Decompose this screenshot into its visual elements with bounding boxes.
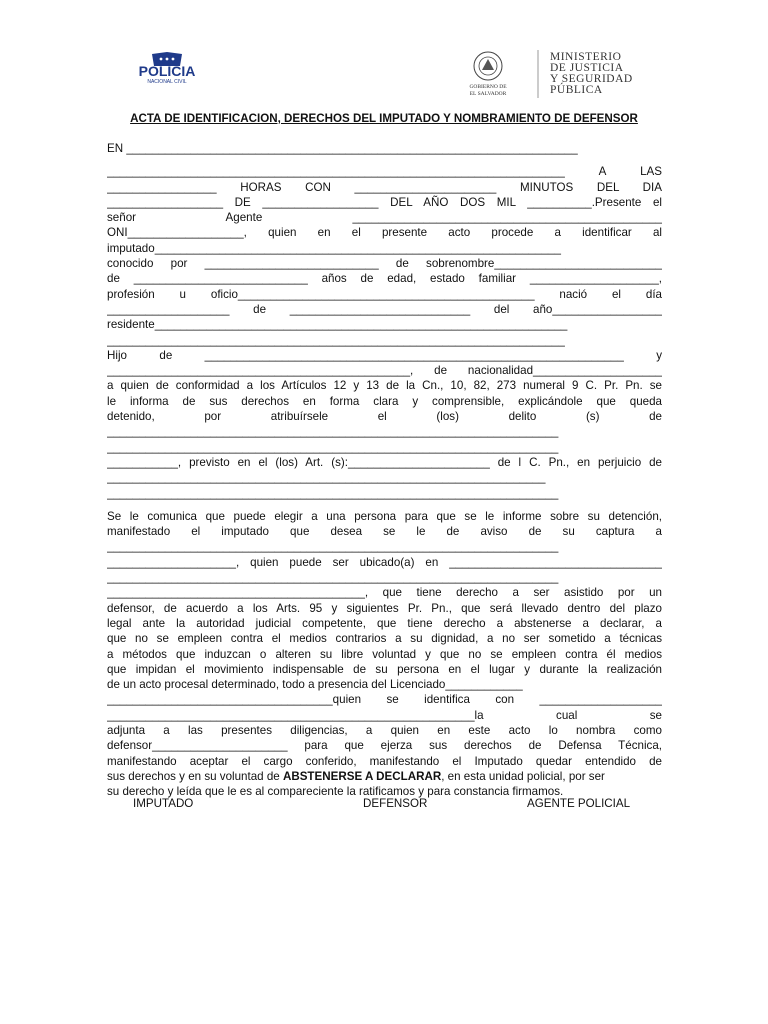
body-line: _______________________________________________________________________ A LAS — [107, 165, 662, 179]
body-line: ___________, previsto en el (los) Art. (s):______________________ de l C. Pn., en perjuicio de — [107, 455, 662, 469]
body-line: ______________________________________________________________________ — [107, 425, 559, 439]
logo-subtext: NACIONAL CIVIL — [147, 79, 187, 84]
body-line: Hijo de _________________________________________________________________ y — [107, 348, 662, 362]
body-line: ____________________________________________________________________ — [107, 471, 546, 485]
line-start: sus derechos y en su voluntad de — [107, 769, 283, 783]
body-line: ___________________ de ____________________________ del año_________________ — [107, 302, 662, 316]
document-title: ACTA DE IDENTIFICACION, DERECHOS DEL IMPUTADO Y NOMBRAMIENTO DE DEFENSOR — [130, 112, 638, 125]
body-line: profesión u oficio______________________________________________ nació el día — [107, 287, 662, 301]
body-line: que no se empleen contra el medios contrarios a su dignidad, a no ser sometido a técnicas — [107, 632, 662, 646]
body-line: defensor, de acuerdo a los Arts. 95 y siguientes Pr. Pn., que será llevado dentro del plazo — [107, 601, 662, 615]
body-line: _______________________________________________, de nacionalidad____________________ — [107, 364, 662, 378]
body-line: ______________________________________________________________________ — [107, 486, 559, 500]
body-line: Se le comunica que puede elegir a una persona para que se le informe sobre su detención, — [107, 509, 662, 523]
body-line: legal ante la autoridad judicial competente, que tiene derecho a abstenerse a declarar, a — [107, 616, 662, 630]
body-line: de ___________________________ años de edad, estado familiar ____________________, — [107, 272, 662, 286]
body-line: que impidan el movimiento indispensable de su persona en el lugar y durante la realización — [107, 662, 662, 676]
body-line: a quien de conformidad a los Artículos 12 y 13 de la Cn., 10, 82, 273 numeral 9 C. Pr. Pn. se — [107, 379, 662, 393]
body-line: ________________________________________, que tiene derecho a ser asistido por un — [107, 586, 662, 600]
ministry-line-3: Y SEGURIDAD — [550, 73, 633, 85]
body-line: señor Agente ________________________________________________ — [107, 211, 662, 225]
body-line: defensor_____________________ para que ejerza sus derechos de Defensa Técnica, — [107, 739, 662, 753]
body-line: a métodos que induzcan o alteren su libre voluntad y que no se empleen contra él medios — [107, 647, 662, 661]
body-line: __________________ DE __________________ DEL AÑO DOS MIL __________.Presente el — [107, 195, 662, 209]
body-line: conocido por ___________________________ de sobrenombre__________________________ — [107, 257, 662, 271]
body-line: _________________________________________________________la cual se — [107, 708, 662, 722]
body-line: adjunta a las presentes diligencias, a quien en este acto lo nombra como — [107, 723, 662, 737]
body-line: manifestando aceptar el cargo conferido, manifestando el Imputado quedar entendido de — [107, 754, 662, 768]
body-line-mixed — [107, 769, 662, 784]
signature-defensor: DEFENSOR — [363, 797, 428, 810]
ministry-line-4: PÚBLICA — [550, 84, 603, 96]
body-line: _________________ HORAS CON ______________________ MINUTOS DEL DIA — [107, 180, 662, 194]
logo-text: POLICIA — [138, 63, 196, 79]
body-line: su derecho y leída que le es al compareciente la ratificamos y para constancia firmamos. — [107, 785, 564, 799]
body-line: manifestado el imputado que desea se le de aviso de su captura a — [107, 525, 662, 539]
signature-imputado: IMPUTADO — [133, 797, 194, 810]
body-line: residente________________________________________________________________ — [107, 318, 568, 332]
body-line: le informa de sus derechos en forma clara y comprensible, explicándole que queda — [107, 394, 662, 408]
body-line: _______________________________________________________________________ — [107, 333, 565, 347]
seal-text-2: EL SALVADOR — [469, 91, 507, 97]
body-line: ______________________________________________________________________ — [107, 440, 559, 454]
body-line: detenido, por atribuírsele el (los) delito (s) de — [107, 410, 662, 424]
ministry-logo — [466, 46, 666, 102]
body-line: ___________________________________quien se identifica con ___________________ — [107, 693, 662, 707]
seal-text-1: GOBIERNO DE — [469, 84, 507, 90]
bold-phrase: ABSTENERSE A DECLARAR — [282, 769, 442, 783]
body-line: ______________________________________________________________________ — [107, 571, 559, 585]
ministry-line-1: MINISTERIO — [550, 51, 622, 63]
body-line: de un acto procesal determinado, todo a presencia del Licenciado____________ — [107, 678, 523, 692]
signature-agente: AGENTE POLICIAL — [527, 797, 631, 810]
policia-logo — [124, 52, 210, 84]
body-line: EN ______________________________________________________________________ — [107, 142, 578, 155]
body-line: ____________________, quien puede ser ubicado(a) en _________________________________ — [107, 555, 662, 569]
line-end: , en esta unidad policial, por ser — [441, 769, 605, 783]
ministry-line-2: DE JUSTICIA — [550, 62, 624, 74]
body-line: imputado_______________________________________________________________ — [107, 241, 561, 255]
body-line: ______________________________________________________________________ — [107, 540, 559, 554]
body-line: ONI__________________, quien en el presente acto procede a identificar al — [107, 226, 662, 240]
document-body — [107, 141, 662, 799]
